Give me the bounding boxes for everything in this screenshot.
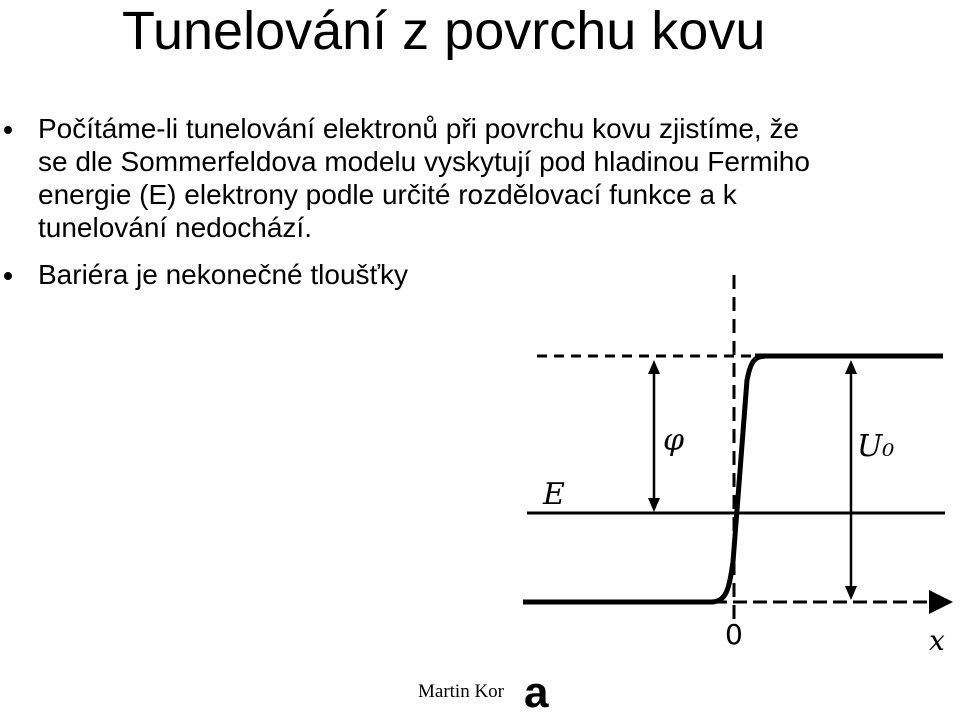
footer-author: Martin Kor xyxy=(418,681,505,702)
bullet-text-line: Počítáme-li tunelování elektronů při povrchu kovu zjistíme, že xyxy=(38,113,800,144)
e-label: E xyxy=(543,477,565,512)
bullet-dot-icon xyxy=(4,126,12,134)
bullet-text-line: se dle Sommerfeldova modelu vyskytují pod hladinou Fermiho xyxy=(38,146,810,177)
u0-arrow-head-bottom xyxy=(845,586,857,600)
potential-step-curve xyxy=(711,356,767,602)
slide-title: Tunelování z povrchu kovu xyxy=(122,1,766,61)
bullet-text-line: tunelování nedochází. xyxy=(38,212,312,243)
u0-arrow-head-top xyxy=(845,360,857,374)
bullet-text-line: Bariéra je nekonečné tloušťky xyxy=(38,259,409,290)
phi-arrow-head-top xyxy=(648,360,660,374)
x-axis-label: x xyxy=(929,624,945,657)
u0-label: U₀ xyxy=(857,429,895,464)
figure-tag: a xyxy=(524,668,549,717)
bullet-item xyxy=(0,112,960,244)
bullet-text-line: energie (E) elektrony podle určité rozdělovací funkce a k xyxy=(38,179,737,210)
origin-label: 0 xyxy=(725,618,743,651)
bullet-dot-icon xyxy=(4,272,12,280)
phi-arrow-head-bottom xyxy=(648,498,660,512)
phi-label: φ xyxy=(663,423,685,458)
potential-barrier-diagram xyxy=(515,270,955,670)
